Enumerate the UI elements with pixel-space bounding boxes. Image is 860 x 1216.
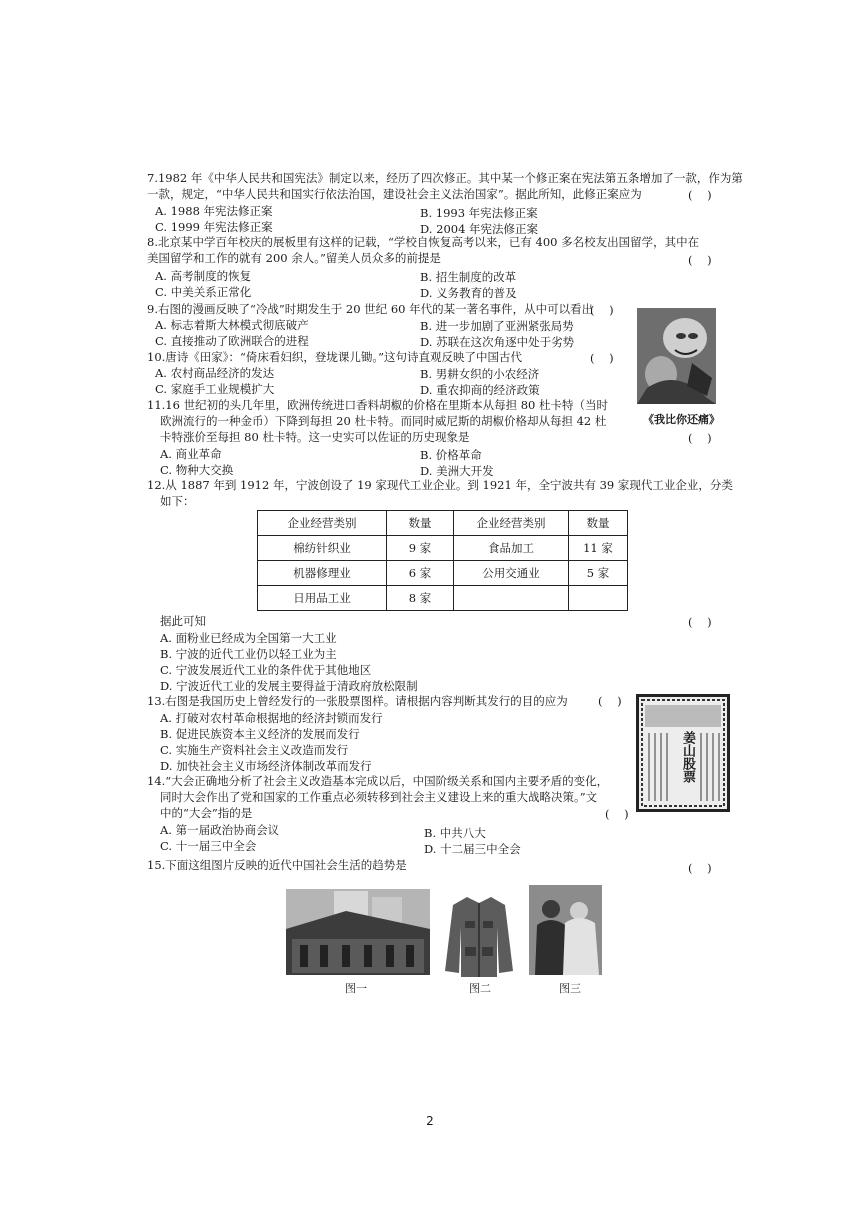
question-10-answer-paren: ( ) bbox=[590, 351, 614, 365]
table-cell: 日用品工业 bbox=[258, 586, 387, 611]
question-11-line-3: 卡特涨价至每担 80 杜卡特。这一史实可以佐证的历史现象是 bbox=[160, 430, 470, 444]
question-13-answer-paren: ( ) bbox=[598, 694, 622, 708]
table-cell bbox=[454, 586, 569, 611]
cartoon-illustration-icon bbox=[637, 308, 716, 404]
figure-2-caption: 图二 bbox=[469, 982, 491, 995]
question-10-option-a: A. 农村商品经济的发达 bbox=[155, 366, 275, 380]
question-8-line-1: 8.北京某中学百年校庆的展板里有这样的记载，“学校自恢复高考以来，已有 400 多名校友出国留学，其中在 bbox=[147, 235, 700, 249]
question-9-answer-paren: ( ) bbox=[590, 303, 614, 317]
table-cell: 食品加工 bbox=[454, 536, 569, 561]
figure-3-caption: 图三 bbox=[559, 982, 581, 995]
question-14-line-1: 14.“大会正确地分析了社会主义改造基本完成以后，中国阶级关系和国内主要矛盾的变化， bbox=[147, 774, 609, 788]
table-header-cell: 企业经营类别 bbox=[454, 511, 569, 536]
question-11-option-a: A. 商业革命 bbox=[160, 447, 222, 461]
question-11-answer-paren: ( ) bbox=[688, 431, 712, 445]
stock-certificate-image bbox=[636, 694, 730, 812]
question-10-option-d: D. 重农抑商的经济政策 bbox=[420, 383, 540, 397]
table-cell: 6 家 bbox=[387, 561, 454, 586]
question-13-option-c: C. 实施生产资料社会主义改造而发行 bbox=[160, 743, 349, 757]
question-15-line-1: 15.下面这组图片反映的近代中国社会生活的趋势是 bbox=[147, 858, 407, 872]
figure-3-image bbox=[529, 885, 602, 975]
table-cell: 公用交通业 bbox=[454, 561, 569, 586]
question-8-option-c: C. 中美关系正常化 bbox=[155, 285, 252, 299]
table-header-row bbox=[258, 511, 628, 536]
table-cell: 5 家 bbox=[569, 561, 628, 586]
question-11-option-c: C. 物种大交换 bbox=[160, 463, 234, 477]
question-8-option-b: B. 招生制度的改革 bbox=[420, 270, 517, 284]
question-11-line-1: 11.16 世纪初的头几年里，欧洲传统进口香料胡椒的价格在里斯本从每担 80 杜卡特（当时 bbox=[147, 398, 609, 412]
question-11-line-2: 欧洲流行的一种金币）下降到每担 20 杜卡特。而同时威尼斯的胡椒价格却从每担 42 杜 bbox=[160, 414, 607, 428]
question-13-option-b: B. 促进民族资本主义经济的发展而发行 bbox=[160, 727, 360, 741]
question-13-line-1: 13.右图是我国历史上曾经发行的一张股票图样。请根据内容判断其发行的目的应为 bbox=[147, 694, 568, 708]
question-7-answer-paren: ( ) bbox=[688, 188, 712, 202]
question-14-line-2: 同时大会作出了党和国家的工作重点必须转移到社会主义建设上来的重大战略决策。”文 bbox=[160, 790, 598, 804]
question-12-answer-paren: ( ) bbox=[688, 615, 712, 629]
question-7-option-d: D. 2004 年宪法修正案 bbox=[420, 222, 539, 236]
question-10-option-c: C. 家庭手工业规模扩大 bbox=[155, 382, 275, 396]
question-12-option-d: D. 宁波近代工业的发展主要得益于清政府放松限制 bbox=[160, 679, 418, 693]
table-cell: 9 家 bbox=[387, 536, 454, 561]
figure-1-image bbox=[286, 889, 430, 975]
question-9-line-1: 9.右图的漫画反映了“冷战”时期发生于 20 世纪 60 年代的某一著名事件，从中可以看出 bbox=[147, 302, 594, 316]
question-8-answer-paren: ( ) bbox=[688, 253, 712, 267]
table-row bbox=[258, 586, 628, 611]
question-11-option-d: D. 美洲大开发 bbox=[420, 464, 494, 478]
question-13-option-a: A. 打破对农村革命根据地的经济封锁而发行 bbox=[160, 711, 383, 725]
question-15-answer-paren: ( ) bbox=[688, 861, 712, 875]
page-number: 2 bbox=[426, 1114, 434, 1128]
question-12-line-1: 12.从 1887 年到 1912 年，宁波创设了 19 家现代工业企业。到 1921 年，全宁波共有 39 家现代工业企业，分类 bbox=[147, 478, 733, 492]
table-cell: 机器修理业 bbox=[258, 561, 387, 586]
building-photo-icon bbox=[286, 889, 430, 975]
stock-certificate-title: 姜山股票 bbox=[680, 731, 695, 783]
question-9-option-b: B. 进一步加剧了亚洲紧张局势 bbox=[420, 319, 574, 333]
question-9-option-d: D. 苏联在这次角逐中处于劣势 bbox=[420, 335, 575, 349]
question-14-line-3: 中的“大会”指的是 bbox=[160, 806, 253, 820]
question-12-option-c: C. 宁波发展近代工业的条件优于其他地区 bbox=[160, 663, 372, 677]
question-14-option-b: B. 中共八大 bbox=[424, 826, 486, 840]
cartoon-caption: 《我比你还痛》 bbox=[643, 413, 720, 426]
table-cell bbox=[569, 586, 628, 611]
question-9-option-c: C. 直接推动了欧洲联合的进程 bbox=[155, 334, 309, 348]
question-7-option-c: C. 1999 年宪法修正案 bbox=[155, 220, 273, 234]
question-14-option-a: A. 第一届政治协商会议 bbox=[160, 823, 280, 837]
question-7-line-1: 7.1982 年《中华人民共和国宪法》制定以来，经历了四次修正。其中某一个修正案在宪法第五条增加了一款，作为第 bbox=[147, 171, 743, 185]
question-8-option-a: A. 高考制度的恢复 bbox=[155, 269, 252, 283]
table-header-cell: 数量 bbox=[569, 511, 628, 536]
question-12-line-2: 如下： bbox=[160, 494, 195, 508]
figure-1-caption: 图一 bbox=[345, 982, 367, 995]
couple-photo-icon bbox=[529, 885, 602, 975]
table-header-cell: 数量 bbox=[387, 511, 454, 536]
question-9-option-a: A. 标志着斯大林模式彻底破产 bbox=[155, 318, 309, 332]
table-cell: 棉纺针织业 bbox=[258, 536, 387, 561]
question-7-option-a: A. 1988 年宪法修正案 bbox=[155, 204, 273, 218]
question-12-lead: 据此可知 bbox=[160, 614, 206, 628]
figure-2-image bbox=[443, 893, 515, 977]
question-14-option-d: D. 十二届三中全会 bbox=[424, 842, 521, 856]
question-8-line-2: 美国留学和工作的就有 200 余人。”留美人员众多的前提是 bbox=[147, 251, 441, 265]
question-8-option-d: D. 义务教育的普及 bbox=[420, 286, 517, 300]
question-10-line-1: 10.唐诗《田家》：“倚床看妇织，登垅课儿锄。”这句诗直观反映了中国古代 bbox=[147, 350, 523, 364]
question-10-option-b: B. 男耕女织的小农经济 bbox=[420, 367, 540, 381]
table-header-cell: 企业经营类别 bbox=[258, 511, 387, 536]
question-7-option-b: B. 1993 年宪法修正案 bbox=[420, 206, 538, 220]
question-13-option-d: D. 加快社会主义市场经济体制改革而发行 bbox=[160, 759, 372, 773]
table-row bbox=[258, 561, 628, 586]
table-cell: 11 家 bbox=[569, 536, 628, 561]
question-11-option-b: B. 价格革命 bbox=[420, 448, 482, 462]
cold-war-cartoon-image bbox=[637, 308, 716, 404]
question-14-answer-paren: ( ) bbox=[605, 807, 629, 821]
question-12-option-b: B. 宁波的近代工业仍以轻工业为主 bbox=[160, 647, 337, 661]
table-cell: 8 家 bbox=[387, 586, 454, 611]
tunic-suit-icon bbox=[443, 893, 515, 977]
question-14-option-c: C. 十一届三中全会 bbox=[160, 839, 257, 853]
enterprise-table bbox=[257, 510, 628, 611]
question-7-line-2: 一款，规定，“中华人民共和国实行依法治国，建设社会主义法治国家”。据此所知，此修正案应为 bbox=[147, 187, 642, 201]
table-row bbox=[258, 536, 628, 561]
question-12-option-a: A. 面粉业已经成为全国第一大工业 bbox=[160, 631, 337, 645]
